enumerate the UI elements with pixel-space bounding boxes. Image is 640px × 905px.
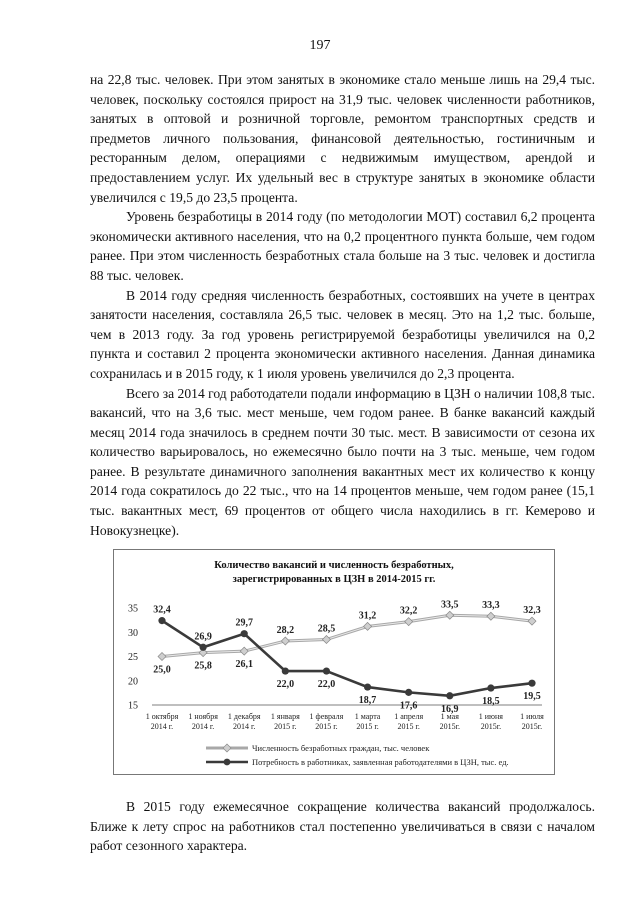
x-tick-label: 1 января	[270, 712, 300, 721]
series-line-unemployed	[162, 615, 532, 656]
data-label-vacancies: 22,0	[317, 679, 336, 691]
data-label-unemployed: 32,3	[523, 605, 541, 617]
legend-marker-unemployed	[223, 744, 231, 752]
chart-title-line-2: зарегистрированных в ЦЗН в 2014-2015 гг.	[232, 574, 436, 585]
data-point-vacancies	[364, 683, 371, 690]
paragraph-4: Всего за 2014 год работодатели подали информацию в ЦЗН о наличии 108,8 тыс. вакансий, что на 3,6 тыс. мест меньше, чем годом ранее. В банке вакансий каждый месяц 2014 года значилось в среднем почти 30 тыс. мест. В зависимости от сезона их количество варьировалось, но ежемесячно было почти на 3 тыс. меньше, чем годом ранее. В результате динамичного заполнения вакантных мест их количество к концу 2014 года сократилось до 22 тыс., что на 14 процентов меньше, чем годом ранее (15,1 тыс. вакантных мест, 69 процентов от общего числа находились в гг. Кемерово и Новокузнецке).	[90, 385, 595, 538]
chart-title-line-1: Количество вакансий и численность безработных,	[214, 560, 454, 571]
data-label-unemployed: 31,2	[358, 610, 377, 622]
x-tick-label: 2015г.	[480, 722, 502, 731]
x-tick-label: 1 февраля	[309, 712, 344, 721]
x-tick-label: 2015г.	[521, 722, 543, 731]
x-tick-label: 1 ноября	[188, 712, 218, 721]
data-label-vacancies: 22,0	[276, 679, 295, 691]
data-point-vacancies	[405, 689, 412, 696]
data-point-vacancies	[282, 667, 289, 674]
data-point-unemployed	[364, 622, 372, 630]
x-tick-label: 1 декабря	[227, 712, 261, 721]
paragraph-3: В 2014 году средняя численность безработных, состоявших на учете в центрах занятости населения, составляла 26,5 тыс. человек в месяц. Это на 1,2 тыс. больше, чем в 2013 году. За год уровень регистрируемой безработицы увеличился на 0,2 пункта и составил 2 процента экономически активного населения. Данная динамика сохранилась и в 2015 году, к 1 июля уровень увеличился до 2,3 процента.	[90, 287, 595, 381]
data-label-unemployed: 33,5	[441, 599, 459, 611]
data-label-unemployed: 28,5	[317, 623, 336, 635]
data-label-unemployed: 33,3	[482, 600, 500, 612]
data-point-unemployed	[158, 653, 166, 661]
paragraph-5: В 2015 году ежемесячное сокращение количества вакансий продолжалось. Ближе к лету спрос на работников стал постепенно увеличиваться в связи с началом работ сезонного характера.	[90, 799, 595, 854]
data-point-unemployed	[405, 618, 413, 626]
y-tick-label: 30	[128, 627, 138, 639]
data-label-unemployed: 25,8	[194, 660, 212, 672]
data-point-unemployed	[487, 612, 495, 620]
line-chart	[114, 550, 554, 774]
chart-figure	[113, 549, 555, 775]
y-tick-label: 25	[128, 652, 138, 663]
legend-label-unemployed: Численность безработных граждан, тыс. человек	[252, 743, 430, 753]
data-label-vacancies: 18,5	[482, 696, 500, 708]
x-tick-label: 1 июля	[520, 712, 544, 721]
paragraph-1: на 22,8 тыс. человек. При этом занятых в экономике стало меньше лишь на 29,4 тыс. человек, поскольку состоялся прирост на 31,9 тыс. человек численности работников, занятых в оптовой и розничной торговле, ремонтом транспортных средств и предметов личного пользования, финансовой деятельностью, гостиничным и ресторанным делом, операциями с недвижимым имуществом, арендой и предоставлением услуг. Их удельный вес в структуре занятых в экономике области увеличился с 19,5 до 23,5 процента.	[90, 72, 595, 205]
data-point-vacancies	[200, 644, 207, 651]
x-tick-label: 1 октября	[145, 712, 179, 721]
data-label-unemployed: 26,1	[235, 659, 253, 671]
data-point-vacancies	[323, 667, 330, 674]
paragraph-2: Уровень безработицы в 2014 году (по методологии МОТ) составил 6,2 процента экономически активного населения, что на 0,2 процентного пункта больше, чем годом ранее. При этом численность безработных стала больше на 3 тыс. человек и достигла 88 тыс. человек.	[90, 209, 595, 283]
data-point-vacancies	[487, 684, 494, 691]
x-tick-label: 1 марта	[354, 712, 381, 721]
data-point-vacancies	[446, 692, 453, 699]
x-tick-label: 1 июня	[478, 712, 503, 721]
page-number: 197	[309, 38, 331, 53]
data-point-unemployed	[240, 647, 248, 655]
data-label-unemployed: 25,0	[153, 664, 171, 676]
y-tick-label: 35	[128, 603, 138, 615]
x-tick-label: 2014 г.	[191, 722, 215, 731]
x-tick-label: 2015 г.	[274, 722, 297, 731]
data-label-vacancies: 18,7	[358, 695, 377, 707]
x-tick-label: 2015 г.	[397, 722, 420, 731]
data-label-vacancies: 29,7	[235, 617, 253, 629]
data-point-vacancies	[528, 680, 535, 687]
data-point-unemployed	[281, 637, 289, 645]
legend-label-vacancies: Потребность в работниках, заявленная работодателями в ЦЗН, тыс. ед.	[252, 757, 509, 767]
data-label-unemployed: 32,2	[399, 605, 418, 617]
data-label-unemployed: 28,2	[276, 624, 295, 636]
x-tick-label: 1 апреля	[394, 712, 424, 721]
data-point-vacancies	[158, 617, 165, 624]
series-line-unemployed-inner	[162, 615, 532, 656]
data-label-vacancies: 17,6	[399, 700, 418, 712]
data-point-unemployed	[322, 636, 330, 644]
body-text	[90, 70, 595, 540]
data-point-unemployed	[446, 611, 454, 619]
data-label-vacancies: 26,9	[194, 631, 212, 643]
data-label-vacancies: 16,9	[441, 703, 459, 715]
data-point-unemployed	[528, 617, 536, 625]
x-tick-label: 1 мая	[440, 712, 459, 721]
x-tick-label: 2015г.	[439, 722, 460, 731]
legend-marker-vacancies	[224, 759, 231, 766]
data-label-vacancies: 32,4	[153, 604, 171, 616]
data-label-vacancies: 19,5	[523, 691, 541, 703]
closing-text	[90, 797, 595, 856]
x-tick-label: 2014 г.	[150, 722, 174, 731]
x-tick-label: 2014 г.	[233, 722, 256, 731]
y-tick-label: 20	[128, 676, 138, 688]
x-tick-label: 2015 г.	[315, 722, 338, 731]
y-tick-label: 15	[128, 700, 138, 712]
x-tick-label: 2015 г.	[356, 722, 379, 731]
data-point-vacancies	[241, 630, 248, 637]
